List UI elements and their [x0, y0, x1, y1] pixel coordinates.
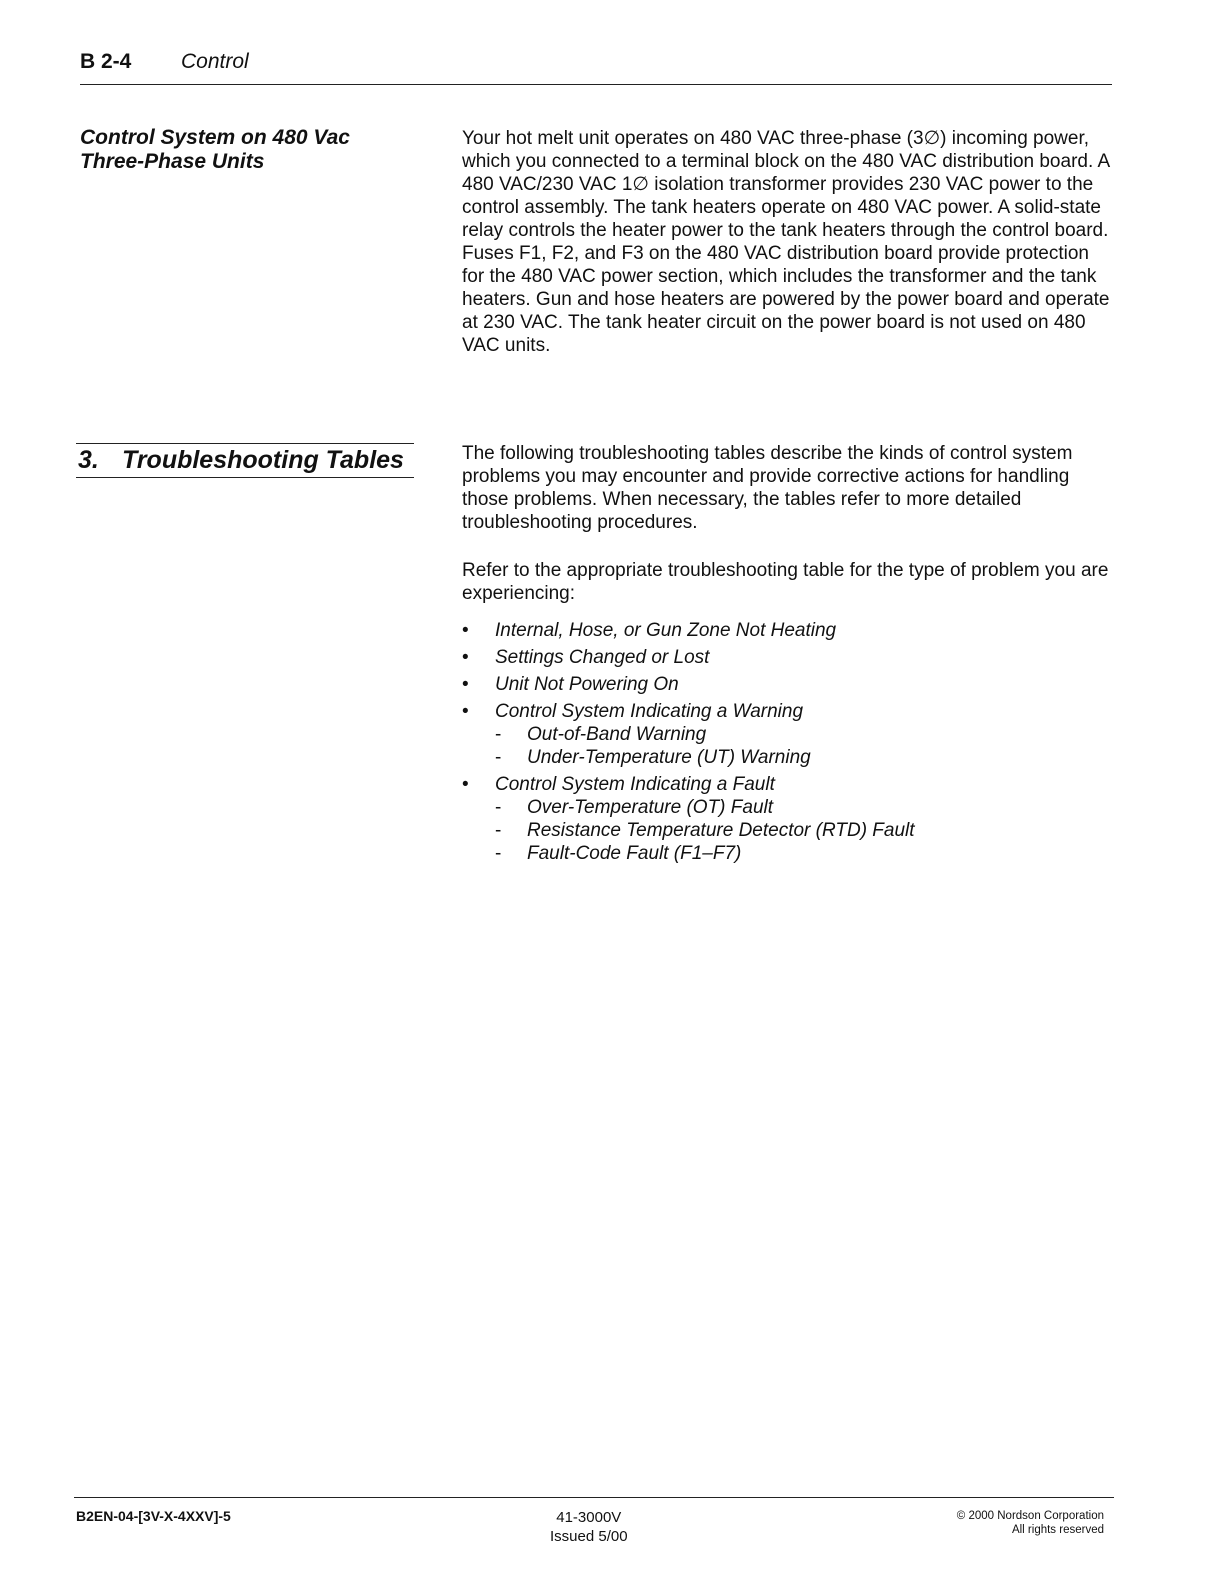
sublist-item-label: Under-Temperature (UT) Warning	[527, 747, 811, 768]
dash-icon: -	[495, 747, 502, 768]
copyright-block	[957, 1509, 1104, 1537]
bullet-icon: •	[462, 701, 469, 722]
sublist-item-label: Out-of-Band Warning	[527, 724, 707, 745]
warning-sublist	[495, 723, 1112, 769]
sublist-item	[495, 723, 1112, 746]
bullet-icon: •	[462, 674, 469, 695]
fault-sublist	[495, 796, 1112, 865]
sublist-item	[495, 842, 1112, 865]
list-item	[462, 700, 1112, 769]
issue-date: Issued 5/00	[550, 1528, 628, 1545]
list-item-label: Settings Changed or Lost	[495, 647, 710, 668]
troubleshooting-intro: The following troubleshooting tables describe the kinds of control system problems you may encounter and provide corrective actions for handling those problems. When necessary, the tables refer to more detailed troubleshooting procedures.	[462, 443, 1073, 533]
list-item	[462, 619, 1112, 642]
list-item-label: Control System Indicating a Warning	[495, 701, 804, 722]
part-number: 41-3000V	[556, 1509, 622, 1526]
list-item	[462, 646, 1112, 669]
sublist-item-label: Resistance Temperature Detector (RTD) Fault	[527, 820, 915, 841]
list-item-label: Control System Indicating a Fault	[495, 774, 775, 795]
sublist-item	[495, 819, 1112, 842]
sublist-item	[495, 746, 1112, 769]
control-heading-line1: Control System on 480 Vac	[80, 126, 350, 149]
troubleshooting-refer: Refer to the appropriate troubleshooting table for the type of problem you are experiencing:	[462, 560, 1109, 604]
document-code: B2EN-04-[3V-X-4XXV]-5	[76, 1508, 231, 1524]
dash-icon: -	[495, 820, 502, 841]
page-header	[80, 50, 1112, 85]
control-system-heading	[80, 126, 410, 174]
list-item	[462, 673, 1112, 696]
dash-icon: -	[495, 843, 502, 864]
section-number: 3.	[78, 446, 99, 474]
bullet-icon: •	[462, 620, 469, 641]
list-item-label: Internal, Hose, or Gun Zone Not Heating	[495, 620, 837, 641]
section-name: Control	[181, 50, 249, 73]
control-heading-line2: Three-Phase Units	[80, 150, 265, 173]
copyright: © 2000 Nordson Corporation	[956, 1510, 1104, 1522]
list-item	[462, 773, 1112, 865]
troubleshooting-table-list	[462, 619, 1112, 869]
rights-reserved: All rights reserved	[1011, 1524, 1104, 1536]
list-item-label: Unit Not Powering On	[495, 674, 679, 695]
page-number: B 2-4	[80, 50, 132, 73]
sublist-item	[495, 796, 1112, 819]
dash-icon: -	[495, 797, 502, 818]
bullet-icon: •	[462, 774, 469, 795]
part-number-block	[550, 1508, 628, 1546]
control-system-paragraph: Your hot melt unit operates on 480 VAC three-phase (3∅) incoming power, which you connected to a terminal block on the 480 VAC distribution board. A 480 VAC/230 VAC 1∅ isolation transformer provides 230 VAC power to the control assembly. The tank heaters operate on 480 VAC power. A solid-state relay controls the heater power to the tank heaters through the control board. Fuses F1, F2, and F3 on the 480 VAC distribution board provide protection for the 480 VAC power section, which includes the transformer and the tank heaters. Gun and hose heaters are powered by the power board and operate at 230 VAC. The tank heater circuit on the power board is not used on 480 VAC units.	[462, 128, 1110, 356]
bullet-icon: •	[462, 647, 469, 668]
sublist-item-label: Fault-Code Fault (F1–F7)	[527, 843, 742, 864]
sublist-item-label: Over-Temperature (OT) Fault	[527, 797, 774, 818]
page-footer	[74, 1497, 1114, 1548]
dash-icon: -	[495, 724, 502, 745]
troubleshooting-title: Troubleshooting Tables	[122, 446, 404, 474]
troubleshooting-heading	[76, 443, 414, 478]
